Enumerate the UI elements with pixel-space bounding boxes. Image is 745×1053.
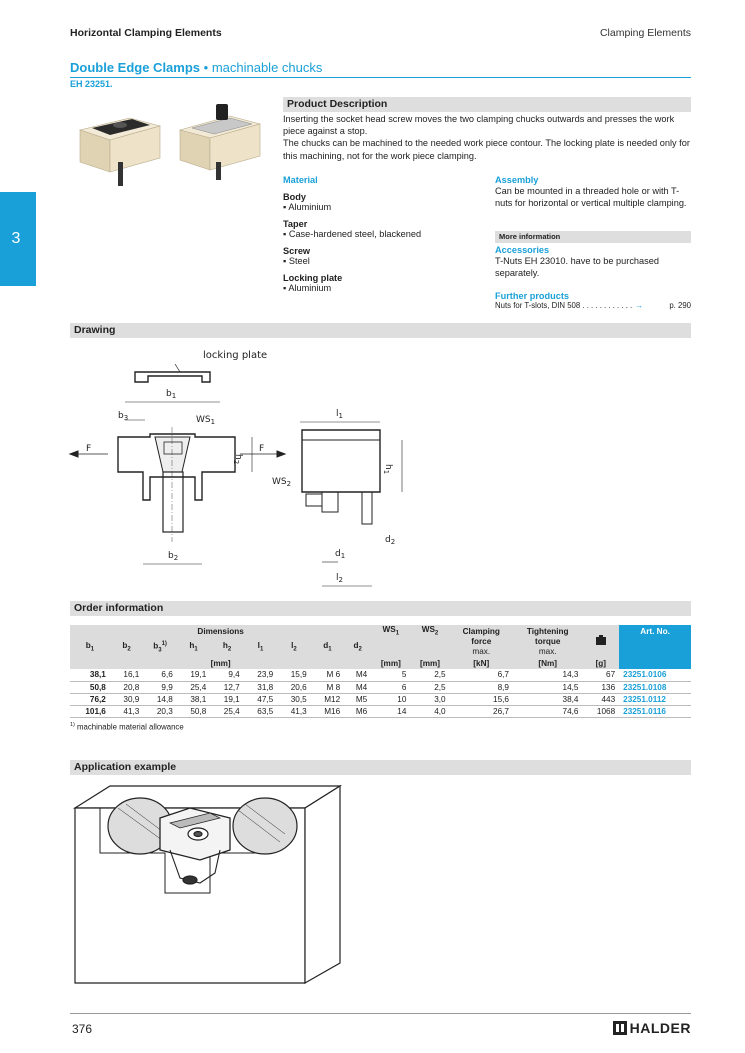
- table-cell: M16: [324, 706, 341, 716]
- header-section: Horizontal Clamping Elements: [70, 27, 222, 39]
- table-cell: 30,5: [290, 694, 307, 704]
- table-cell: 15,9: [290, 670, 307, 680]
- drawing-label-h1: $h_1$: [382, 464, 393, 475]
- material-label-screw: Screw: [283, 246, 311, 256]
- table-cell: 50,8: [89, 682, 106, 692]
- table-row: [70, 681, 691, 693]
- product-photo-left: [80, 118, 160, 186]
- product-description: [283, 113, 693, 162]
- material-heading: Material: [283, 175, 318, 185]
- table-cell: 3,0: [434, 694, 446, 704]
- more-info-heading: More information: [495, 231, 691, 243]
- material-value-body: ▪ Aluminium: [283, 202, 483, 212]
- table-cell: 20,6: [290, 682, 307, 692]
- table-cell: 25,4: [223, 706, 240, 716]
- title-main: Double Edge Clamps: [70, 60, 201, 75]
- drawing-label-b2: $b_2$: [168, 551, 179, 562]
- material-item: [283, 219, 483, 239]
- table-cell: M12: [324, 694, 341, 704]
- drawing-heading: [70, 323, 691, 338]
- accessories-text: T-Nuts EH 23010. have to be purchased separately.: [495, 256, 659, 278]
- table-cell: 8,9: [497, 682, 509, 692]
- table-cell: 41,3: [290, 706, 307, 716]
- locking-plate-outline: [135, 372, 210, 382]
- more-info-block: [495, 245, 691, 310]
- table-row: [70, 705, 691, 717]
- table-cell: 25,4: [190, 682, 207, 692]
- col-l1: $l_1$: [257, 641, 264, 653]
- table-cell: 10: [397, 694, 407, 704]
- assembly-block: [495, 175, 691, 209]
- material-item: [283, 192, 483, 212]
- table-cell: 31,8: [257, 682, 274, 692]
- application-heading: Application example: [70, 760, 691, 775]
- order-rows: [70, 669, 691, 717]
- dimensions-header: Dimensions: [197, 626, 244, 636]
- table-cell: M4: [355, 670, 368, 680]
- table-cell: 12,7: [223, 682, 240, 692]
- drawing-label-l1: $l_1$: [336, 409, 343, 420]
- table-cell: 443: [601, 694, 616, 704]
- page-title: [70, 60, 322, 75]
- table-cell: 16,1: [123, 670, 140, 680]
- table-cell: M 6: [326, 670, 341, 680]
- torque-sub: torque max.: [534, 637, 561, 656]
- table-cell: 47,5: [257, 694, 274, 704]
- order-footnote: $^{1)}$ machinable material allowance: [70, 721, 184, 732]
- unit-ws1: [mm]: [380, 658, 401, 668]
- table-cell: 23,9: [257, 670, 274, 680]
- article-number-link[interactable]: 23251.0116: [623, 706, 666, 716]
- description-text-1: Inserting the socket head screw moves the two clamping chucks outwards and presses the work piece against a stop.: [283, 114, 675, 137]
- article-number-link[interactable]: 23251.0106: [623, 670, 667, 680]
- clamping-force-sub: force max.: [471, 637, 492, 656]
- table-cell: 50,8: [190, 706, 207, 716]
- table-cell: 4,0: [434, 706, 446, 716]
- unit-mm: [mm]: [210, 658, 231, 668]
- col-d2: $d_2$: [353, 641, 362, 653]
- col-b2: $b_2$: [122, 641, 131, 653]
- table-row: [70, 693, 691, 705]
- order-table: [70, 625, 691, 731]
- table-cell: 136: [601, 682, 616, 692]
- material-value-locking-plate: ▪ Aluminium: [283, 283, 483, 293]
- application-illustration: [70, 778, 390, 993]
- product-description-heading: Product Description: [283, 97, 691, 112]
- accessories-heading: Accessories: [495, 245, 550, 255]
- material-value-taper: ▪ Case-hardened steel, blackened: [283, 229, 483, 239]
- order-header-row-1: [70, 625, 691, 637]
- col-b3: $b_3^{1)}$: [153, 640, 167, 654]
- drawing-label-d2: $d_2$: [385, 535, 396, 546]
- article-number-link[interactable]: 23251.0108: [623, 682, 667, 692]
- further-products-heading: Further products: [495, 291, 570, 301]
- table-cell: 19,1: [223, 694, 240, 704]
- unit-g: [g]: [595, 658, 607, 668]
- drawing-label-f-right: F: [259, 444, 265, 454]
- torque-header: Tightening: [526, 626, 569, 636]
- order-units-row: [70, 657, 691, 669]
- order-heading: Order information: [70, 601, 691, 616]
- table-cell: 6,6: [161, 670, 173, 680]
- page-number: 376: [72, 1022, 93, 1036]
- drawing-label-locking-plate: locking plate: [203, 350, 268, 361]
- material-label-body: Body: [283, 192, 306, 202]
- unit-nm: [Nm]: [538, 658, 558, 668]
- assembly-text: Can be mounted in a threaded hole or with T-nuts for horizontal or vertical multiple clamping.: [495, 186, 687, 209]
- material-item: [283, 246, 483, 266]
- table-cell: 38,1: [89, 670, 106, 680]
- table-cell: 76,2: [89, 694, 106, 704]
- table-cell: M 8: [326, 682, 341, 692]
- table-cell: 14,5: [562, 682, 579, 692]
- table-cell: 101,6: [85, 706, 106, 716]
- article-number-link[interactable]: 23251.0112: [623, 694, 666, 704]
- drawing-label-ws2: $WS_2$: [272, 477, 292, 488]
- drawing-label-d1: $d_1$: [335, 549, 346, 560]
- further-products-link[interactable]: [495, 301, 691, 310]
- table-cell: 15,6: [493, 694, 509, 704]
- unit-ws2: [mm]: [419, 658, 440, 668]
- table-cell: 1068: [596, 706, 616, 716]
- product-code: EH 23251.: [70, 79, 113, 89]
- table-cell: 20,8: [123, 682, 140, 692]
- drawing-heading-text: Drawing: [74, 324, 116, 336]
- description-text-2: The chucks can be machined to the needed work piece contour. The locking plate is needed only for this machining, not for the work piece clamping.: [283, 138, 690, 161]
- technical-drawing: [60, 342, 420, 592]
- col-h1: $h_1$: [189, 641, 198, 653]
- brand-logo: [613, 1020, 691, 1036]
- table-cell: 9,4: [228, 670, 240, 680]
- col-d1: $d_1$: [323, 641, 332, 653]
- table-cell: 67: [606, 670, 616, 680]
- table-cell: 14,8: [156, 694, 173, 704]
- table-cell: 6: [401, 682, 407, 692]
- table-cell: 26,7: [493, 706, 509, 716]
- further-products-text: Nuts for T-slots, DIN 508 . . . . . . . . . . . .: [495, 301, 633, 310]
- brand-name: HALDER: [629, 1020, 691, 1036]
- table-cell: M5: [355, 694, 368, 704]
- table-cell: M6: [355, 706, 368, 716]
- table-cell: 30,9: [123, 694, 140, 704]
- title-suffix: machinable chucks: [211, 60, 323, 75]
- col-l2: $l_2$: [291, 641, 297, 653]
- material-label-locking-plate: Locking plate: [283, 273, 343, 283]
- halder-logo-icon: [613, 1021, 627, 1035]
- drawing-label-f-left: F: [86, 444, 92, 454]
- product-photo-right: [180, 104, 260, 180]
- table-cell: 6,7: [497, 670, 509, 680]
- drawing-label-ws1: $WS_1$: [196, 415, 216, 426]
- title-bullet: •: [200, 60, 212, 75]
- table-cell: 38,4: [562, 694, 579, 704]
- product-photo: [70, 100, 270, 192]
- assembly-heading: Assembly: [495, 175, 539, 185]
- table-cell: 5: [401, 670, 407, 680]
- drawing-label-h2: $h_2$: [232, 454, 243, 465]
- table-cell: 9,9: [161, 682, 173, 692]
- table-cell: 20,3: [156, 706, 173, 716]
- further-products-page: p. 290: [669, 301, 691, 310]
- chapter-tab[interactable]: 3: [0, 192, 36, 286]
- material-value-screw: ▪ Steel: [283, 256, 483, 266]
- table-cell: 2,5: [434, 670, 446, 680]
- drawing-label-l2: $l_2$: [336, 573, 343, 584]
- table-cell: 2,5: [434, 682, 446, 692]
- arrow-right-icon: →: [635, 301, 644, 310]
- title-rule: [70, 77, 691, 78]
- table-cell: 14,3: [562, 670, 579, 680]
- table-cell: 74,6: [562, 706, 579, 716]
- table-cell: 38,1: [190, 694, 207, 704]
- weight-icon: [582, 625, 619, 657]
- unit-kn: [kN]: [473, 658, 490, 668]
- body-side-view: [302, 430, 380, 492]
- material-block: [283, 175, 483, 293]
- table-row: [70, 669, 691, 681]
- table-cell: 19,1: [190, 670, 207, 680]
- col-h2: $h_2$: [222, 641, 232, 653]
- table-cell: M4: [355, 682, 368, 692]
- drawing-label-b1: $b_1$: [166, 389, 177, 400]
- footer-rule: [70, 1013, 691, 1014]
- ws1-header: $WS_1$: [382, 625, 400, 637]
- col-b1: $b_1$: [85, 641, 95, 653]
- material-item: [283, 273, 483, 293]
- header-category: Clamping Elements: [599, 27, 691, 39]
- art-no-header: Art. No.: [619, 625, 691, 669]
- ws2-header: $WS_2$: [421, 625, 439, 637]
- material-label-taper: Taper: [283, 219, 308, 229]
- table-cell: 41,3: [123, 706, 140, 716]
- table-cell: 63,5: [257, 706, 274, 716]
- drawing-label-b3: $b_3$: [118, 411, 129, 422]
- clamping-force-header: Clamping: [462, 626, 500, 636]
- table-cell: 14: [397, 706, 407, 716]
